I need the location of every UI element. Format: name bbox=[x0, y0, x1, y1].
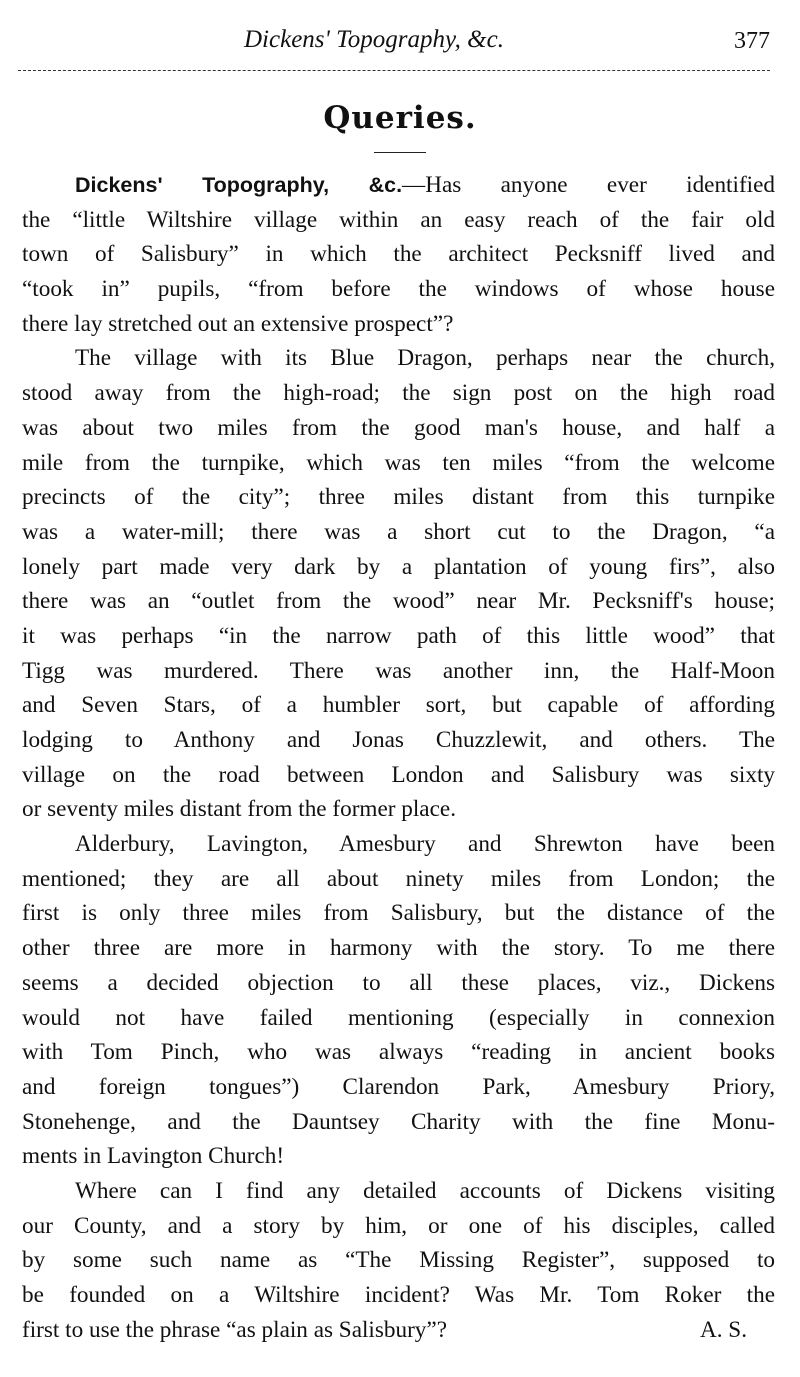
line-text: other three are more in harmony with the story. To me there bbox=[22, 935, 775, 962]
text-line bbox=[22, 446, 775, 481]
line-text: —Has anyone ever identified bbox=[402, 172, 775, 198]
line-text: mile from the turnpike, which was ten miles “from the welcome bbox=[22, 449, 775, 476]
line-text: by some such name as “The Missing Register”, supposed to bbox=[22, 1247, 775, 1274]
text-line bbox=[22, 723, 775, 758]
text-line bbox=[22, 1105, 775, 1140]
heading-divider bbox=[374, 152, 426, 153]
line-text: was a water-mill; there was a short cut to the Dragon, “a bbox=[22, 518, 775, 545]
text-line bbox=[22, 1243, 775, 1278]
text-line bbox=[22, 654, 775, 689]
line-text: first to use the phrase “as plain as Salisbury”? bbox=[22, 1316, 447, 1343]
line-text: there lay stretched out an extensive prospect”? bbox=[22, 310, 454, 337]
query-title: Dickens' Topography, &c. bbox=[75, 173, 403, 197]
text-line bbox=[22, 758, 775, 793]
text-line bbox=[22, 688, 775, 723]
section-heading: Queries. bbox=[323, 100, 477, 136]
text-line bbox=[22, 376, 775, 411]
line-text: Where can I find any detailed accounts of Dickens visiting bbox=[75, 1177, 775, 1204]
line-text: first is only three miles from Salisbury, but the distance of the bbox=[22, 900, 775, 927]
line-text: town of Salisbury” in which the architect Pecksniff lived and bbox=[22, 241, 775, 268]
signature: A. S. bbox=[699, 1316, 747, 1343]
text-line bbox=[22, 1278, 775, 1313]
line-text: “took in” pupils, “from before the windows of whose house bbox=[22, 276, 775, 303]
text-line bbox=[22, 480, 775, 515]
text-line bbox=[22, 792, 775, 827]
text-line bbox=[22, 896, 775, 931]
text-line bbox=[22, 1035, 775, 1070]
line-text: precincts of the city”; three miles distant from this turnpike bbox=[22, 484, 775, 511]
line-text: ments in Lavington Church! bbox=[22, 1143, 285, 1170]
line-text: village on the road between London and Salisbury was sixty bbox=[22, 761, 775, 788]
text-line bbox=[22, 515, 775, 550]
line-text: the “little Wiltshire village within an easy reach of the fair old bbox=[22, 206, 775, 233]
line-text: Alderbury, Lavington, Amesbury and Shrewton have been bbox=[75, 831, 775, 858]
line-text: stood away from the high-road; the sign post on the high road bbox=[22, 380, 775, 407]
line-text: Stonehenge, and the Dauntsey Charity with the fine Monu- bbox=[22, 1108, 775, 1135]
line-text: lodging to Anthony and Jonas Chuzzlewit, and others. The bbox=[22, 727, 775, 753]
line-text: there was an “outlet from the wood” near Mr. Pecksniff's house; bbox=[22, 588, 775, 615]
line-text: mentioned; they are all about ninety miles from London; the bbox=[22, 865, 775, 892]
text-line bbox=[22, 550, 775, 585]
text-line bbox=[22, 1070, 775, 1105]
line-text: seems a decided objection to all these places, viz., Dickens bbox=[22, 969, 775, 996]
line-text: be founded on a Wiltshire incident? Was Mr. Tom Roker the bbox=[22, 1282, 775, 1308]
text-line bbox=[22, 584, 775, 619]
line-text: and Seven Stars, of a humbler sort, but capable of affording bbox=[22, 692, 775, 719]
text-line bbox=[22, 862, 775, 897]
text-line bbox=[22, 966, 775, 1001]
running-header bbox=[0, 22, 800, 62]
text-line bbox=[22, 1174, 775, 1209]
text-line bbox=[22, 168, 775, 203]
text-line bbox=[22, 1001, 775, 1036]
line-text: or seventy miles distant from the former place. bbox=[22, 796, 456, 823]
text-line bbox=[22, 411, 775, 446]
text-line bbox=[22, 1313, 775, 1348]
line-text: was about two miles from the good man's house, and half a bbox=[22, 414, 775, 441]
text-line bbox=[22, 272, 775, 307]
text-line bbox=[22, 237, 775, 272]
text-line bbox=[22, 1209, 775, 1244]
text-line bbox=[22, 203, 775, 238]
running-title: Dickens' Topography, &c. bbox=[244, 26, 504, 53]
text-line bbox=[22, 1139, 775, 1174]
header-rule bbox=[18, 70, 770, 71]
text-line bbox=[22, 341, 775, 376]
text-line bbox=[22, 307, 775, 342]
line-text: lonely part made very dark by a plantation of young firs”, also bbox=[22, 553, 775, 580]
line-text: with Tom Pinch, who was always “reading in ancient books bbox=[22, 1039, 775, 1066]
line-text: The village with its Blue Dragon, perhaps near the church, bbox=[75, 345, 775, 372]
line-text: would not have failed mentioning (especially in connexion bbox=[22, 1004, 775, 1031]
line-text: our County, and a story by him, or one of his disciples, called bbox=[22, 1212, 775, 1239]
page-number: 377 bbox=[734, 28, 770, 54]
text-line bbox=[22, 619, 775, 654]
text-line bbox=[22, 931, 775, 966]
line-text: it was perhaps “in the narrow path of this little wood” that bbox=[22, 622, 775, 649]
line-text: and foreign tongues”) Clarendon Park, Amesbury Priory, bbox=[22, 1073, 775, 1100]
article-body bbox=[22, 168, 775, 1347]
line-text: Tigg was murdered. There was another inn, the Half-Moon bbox=[22, 657, 775, 684]
text-line bbox=[22, 827, 775, 862]
